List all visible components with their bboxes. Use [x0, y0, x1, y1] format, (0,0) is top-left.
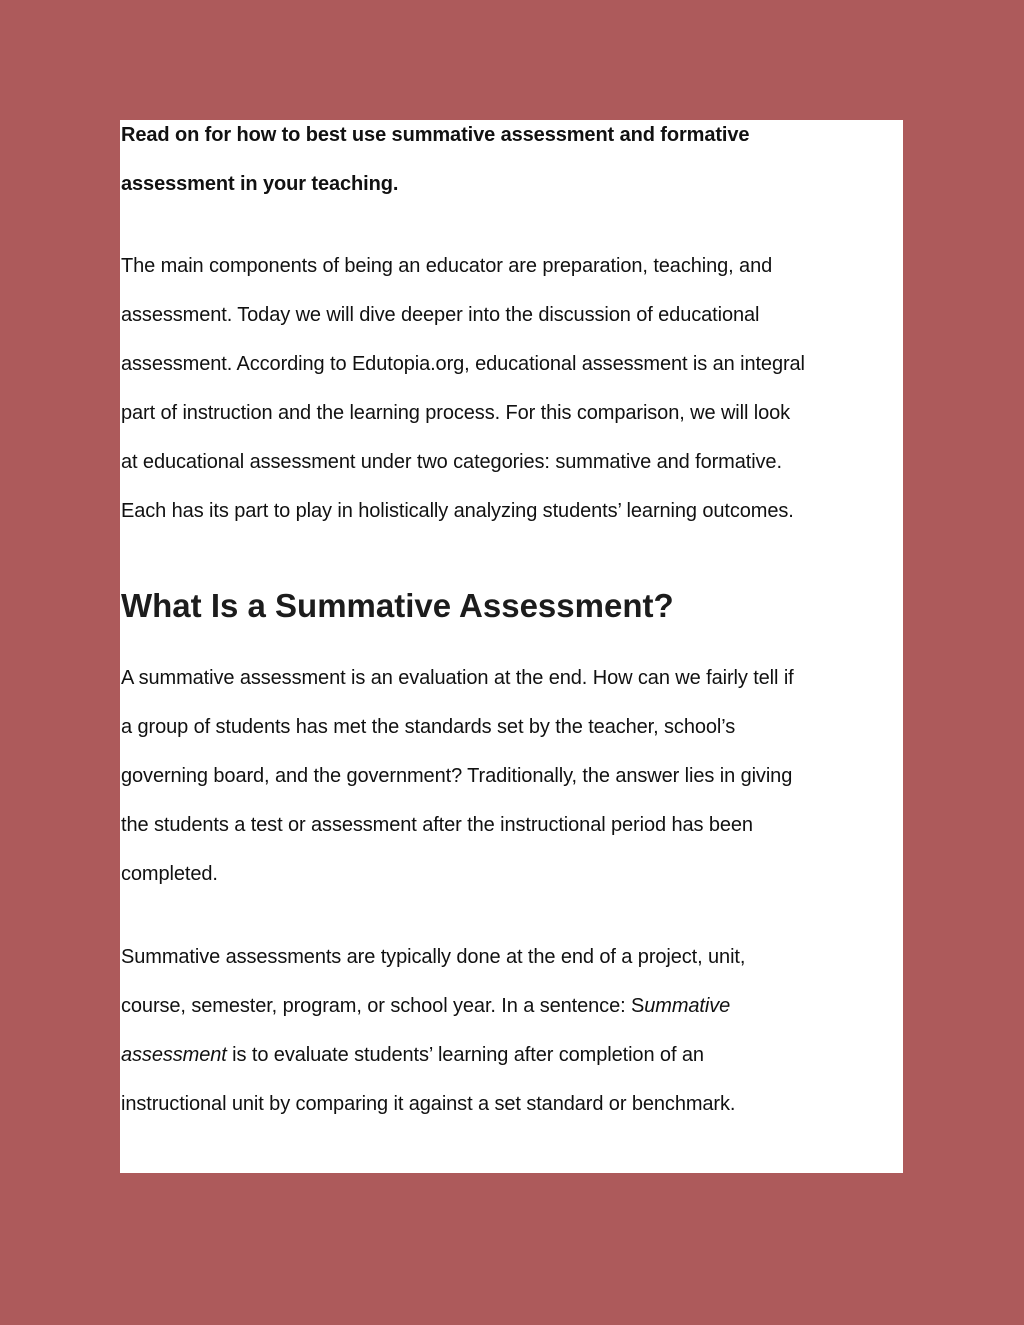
- paragraph-3-line-3-italic: assessment: [121, 1044, 227, 1066]
- paragraph-3-line-2-text: course, semester, program, or school year. In a sentence: S: [121, 995, 645, 1017]
- intro-line-2: assessment in your teaching.: [121, 173, 399, 195]
- paragraph-1-line-2: assessment. Today we will dive deeper into the discussion of educational: [121, 304, 760, 326]
- paragraph-1-line-6: Each has its part to play in holistically analyzing students’ learning outcomes.: [121, 500, 794, 522]
- paragraph-3-line-3-text: is to evaluate students’ learning after completion of an: [226, 1044, 704, 1066]
- paragraph-1-line-1: The main components of being an educator are preparation, teaching, and: [121, 255, 773, 277]
- paragraph-2-line-5: completed.: [121, 863, 218, 885]
- paragraph-2-line-4: the students a test or assessment after the instructional period has been: [121, 814, 753, 836]
- paragraph-2-line-3: governing board, and the government? Traditionally, the answer lies in giving: [121, 765, 793, 787]
- intro-line-1: Read on for how to best use summative assessment and formative: [121, 124, 750, 146]
- paragraph-2-line-2: a group of students has met the standards set by the teacher, school’s: [121, 716, 736, 738]
- document-page: [120, 120, 903, 1173]
- paragraph-1-line-4: part of instruction and the learning process. For this comparison, we will look: [121, 402, 791, 424]
- paragraph-1-line-5: at educational assessment under two categories: summative and formative.: [121, 451, 782, 473]
- paragraph-1-line-3: assessment. According to Edutopia.org, educational assessment is an integral: [121, 353, 805, 375]
- paragraph-3-line-3: [121, 1043, 704, 1067]
- paragraph-2-line-1: A summative assessment is an evaluation at the end. How can we fairly tell if: [121, 667, 794, 689]
- paragraph-3-line-1: Summative assessments are typically done at the end of a project, unit,: [121, 946, 746, 968]
- paragraph-3-line-2-italic: ummative: [644, 995, 731, 1017]
- section-heading: What Is a Summative Assessment?: [121, 587, 674, 624]
- paragraph-3-line-2: [121, 994, 730, 1018]
- paragraph-3-line-4: instructional unit by comparing it against a set standard or benchmark.: [121, 1093, 736, 1115]
